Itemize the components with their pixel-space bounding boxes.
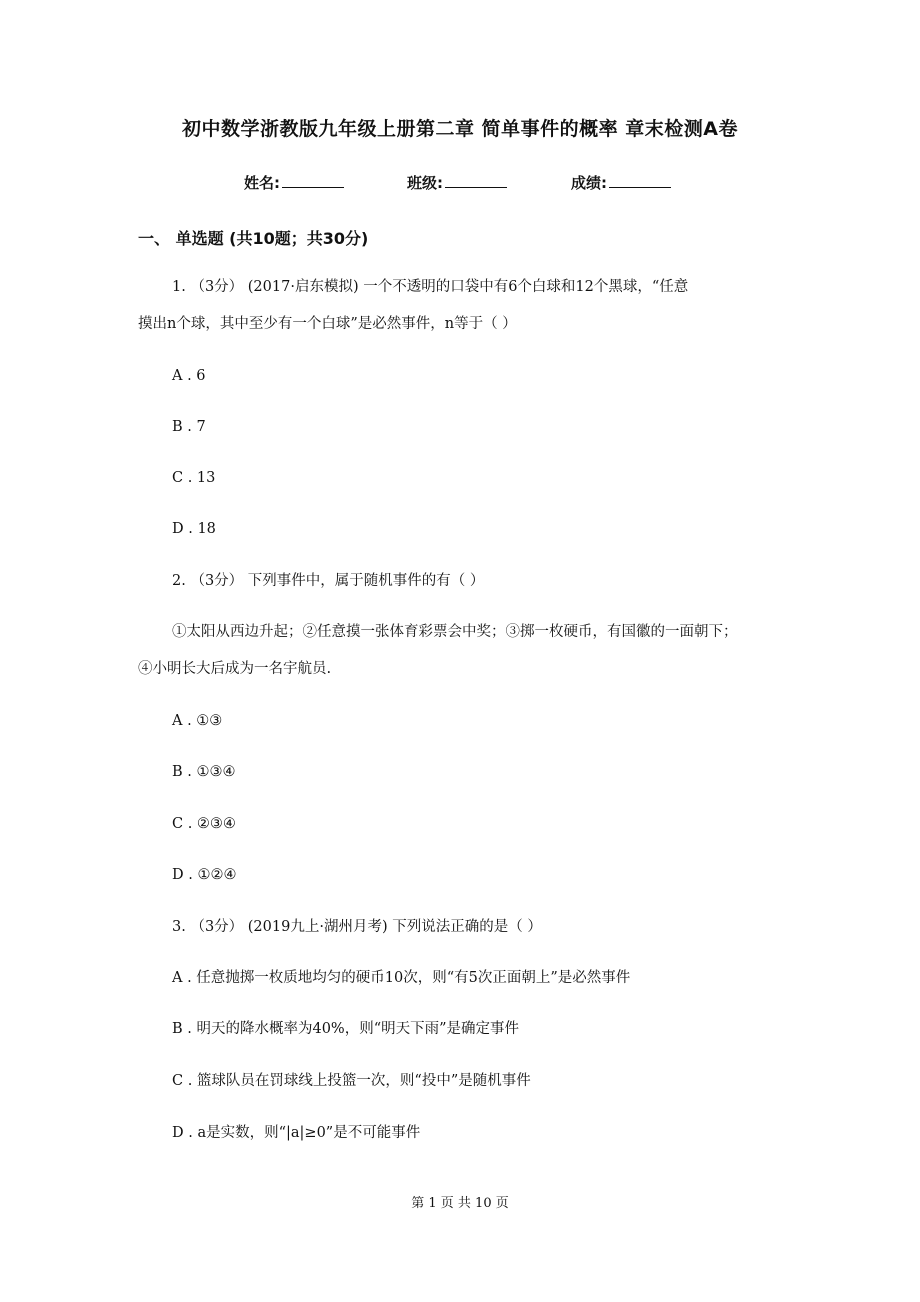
score-field — [571, 172, 671, 193]
q3-stem-line1: 3. （3分） (2019九上·湖州月考) 下列说法正确的是（ ） — [172, 919, 542, 935]
class-label: 班级: — [407, 174, 443, 192]
name-blank — [282, 173, 344, 188]
page-footer: 第 1 页 共 10 页 — [411, 1196, 509, 1211]
exam-title: 初中数学浙教版九年级上册第二章 简单事件的概率 章末检测A卷 — [182, 118, 738, 140]
q2-option-c: C . ②③④ — [172, 816, 236, 832]
q3-option-b: B . 明天的降水概率为40%，则“明天下雨”是确定事件 — [172, 1021, 520, 1037]
class-field — [407, 172, 507, 193]
q2-option-d: D . ①②④ — [172, 867, 237, 883]
q2-stem-line3: ④小明长大后成为一名宇航员. — [138, 661, 332, 677]
q3-option-c: C . 篮球队员在罚球线上投篮一次，则“投中”是随机事件 — [172, 1073, 531, 1089]
q1-stem-line1: 1. （3分） (2017·启东模拟) 一个不透明的口袋中有6个白球和12个黑球，“任意 — [172, 279, 689, 295]
name-field — [244, 172, 344, 193]
q2-stem-line1: 2. （3分） 下列事件中，属于随机事件的有（ ） — [172, 573, 485, 589]
class-blank — [445, 173, 507, 188]
name-label: 姓名: — [244, 174, 280, 192]
q1-option-d: D . 18 — [172, 521, 216, 537]
q2-option-b: B . ①③④ — [172, 764, 236, 780]
q1-stem-line2: 摸出n个球，其中至少有一个白球”是必然事件，n等于（ ） — [138, 316, 517, 332]
score-label: 成绩: — [571, 174, 607, 192]
q1-option-c: C . 13 — [172, 470, 216, 486]
q3-option-a: A . 任意抛掷一枚质地均匀的硬币10次，则“有5次正面朝上”是必然事件 — [172, 970, 631, 986]
q2-option-a: A . ①③ — [172, 713, 223, 729]
q3-option-d: D . a是实数，则“|a|≥0”是不可能事件 — [172, 1125, 421, 1141]
section-heading: 一、 单选题 (共10题；共30分) — [138, 229, 369, 248]
q1-option-b: B . 7 — [172, 419, 206, 435]
score-blank — [609, 173, 671, 188]
q2-stem-line2: ①太阳从西边升起；②任意摸一张体育彩票会中奖；③掷一枚硬币，有国徽的一面朝下； — [172, 624, 738, 640]
q1-option-a: A . 6 — [172, 368, 206, 384]
